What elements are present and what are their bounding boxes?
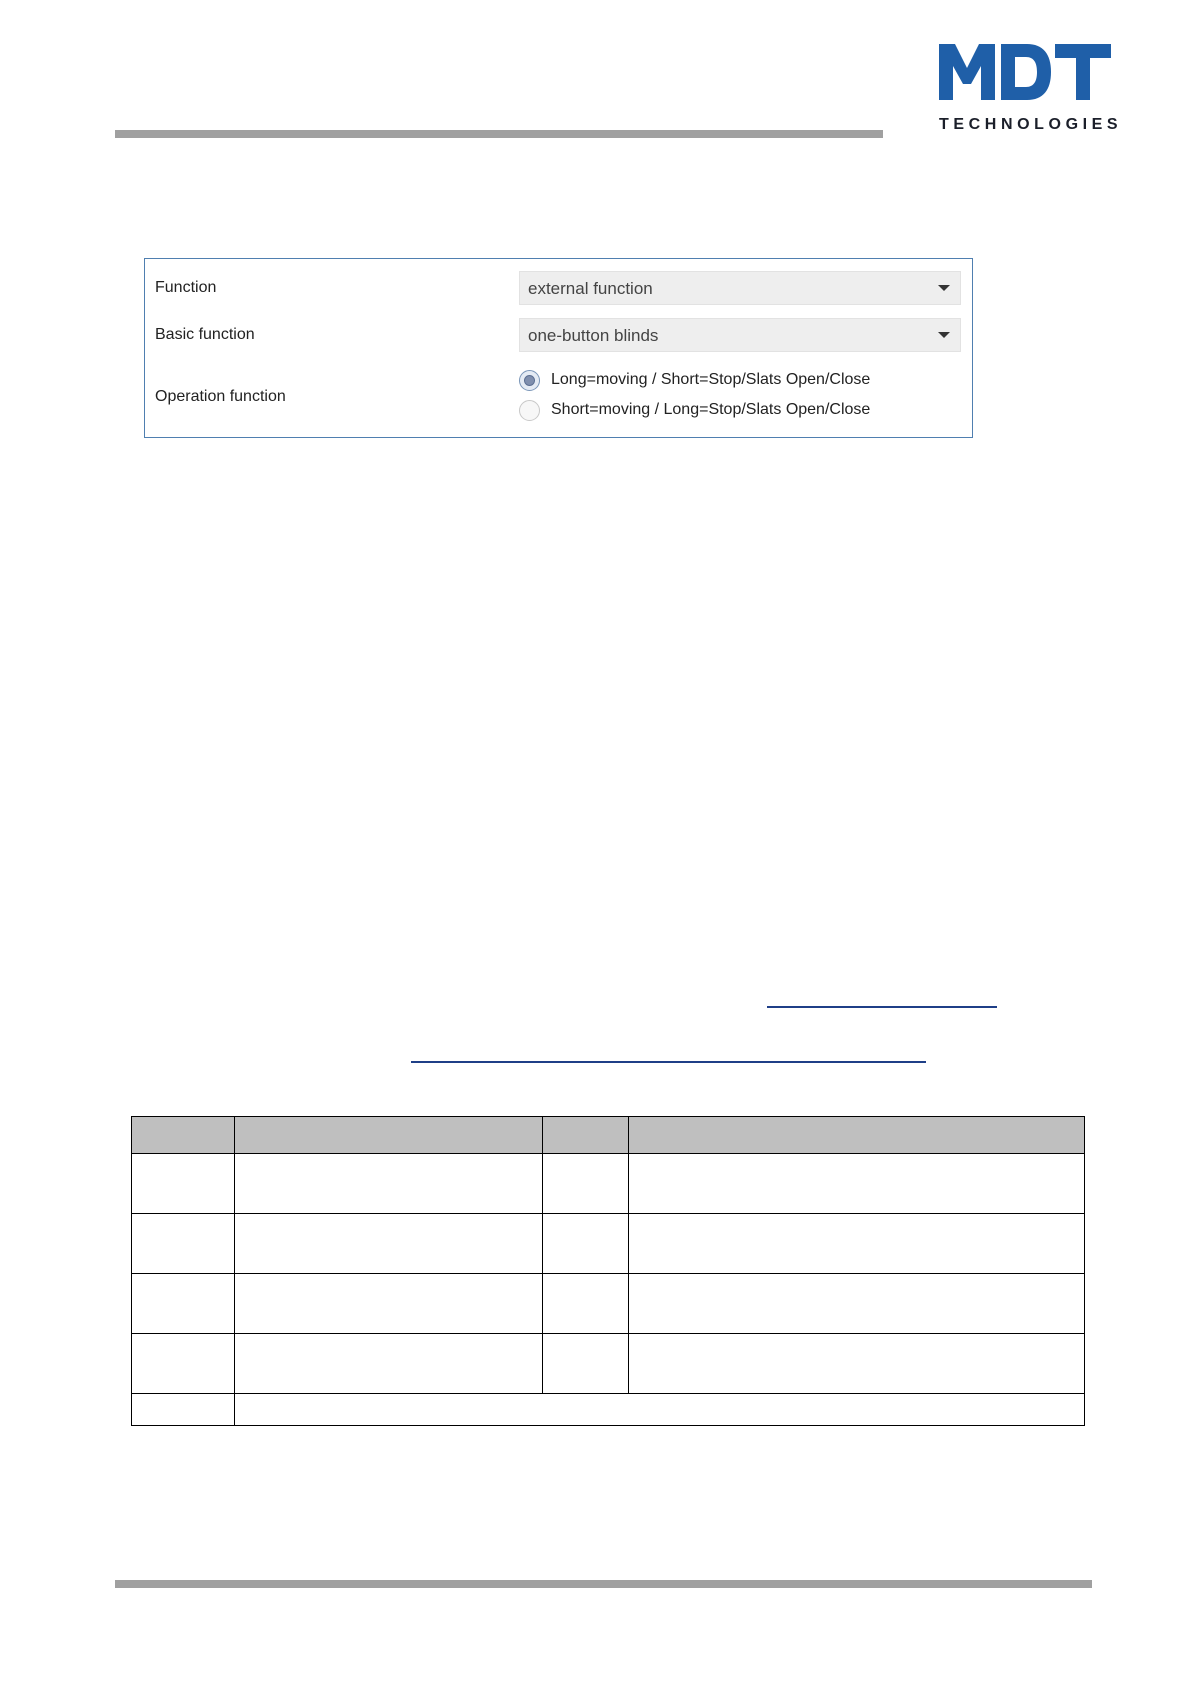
operation-option-label: Short=moving / Long=Stop/Slats Open/Close: [551, 401, 871, 418]
table-cell: [543, 1274, 629, 1334]
header-rule: [115, 130, 883, 138]
table-cell: [132, 1274, 235, 1334]
object-table: [131, 1116, 1085, 1426]
table-cell: [629, 1214, 1085, 1274]
operation-option-label: Long=moving / Short=Stop/Slats Open/Close: [551, 371, 871, 388]
chevron-down-icon: [938, 285, 950, 291]
radio-checked-icon[interactable]: [519, 370, 540, 391]
table-cell: [132, 1394, 235, 1426]
table-cell: [235, 1334, 543, 1394]
basic-function-label: Basic function: [155, 326, 255, 343]
table-cell: [543, 1334, 629, 1394]
table-row: [132, 1334, 1085, 1394]
link-underline[interactable]: [411, 1061, 926, 1063]
footer-rule: [115, 1580, 1092, 1588]
table-header-cell: [629, 1117, 1085, 1154]
logo-subtitle: TECHNOLOGIES: [939, 116, 1123, 133]
function-select-value: external function: [528, 279, 653, 298]
table-cell: [235, 1214, 543, 1274]
table-header-row: [132, 1117, 1085, 1154]
table-row: [132, 1214, 1085, 1274]
operation-function-label: Operation function: [155, 388, 286, 405]
table-footer-row: [132, 1394, 1085, 1426]
link-underline[interactable]: [767, 1006, 997, 1008]
table-cell: [629, 1334, 1085, 1394]
function-select[interactable]: [519, 271, 961, 305]
table-cell: [543, 1154, 629, 1214]
table-header-cell: [235, 1117, 543, 1154]
table-cell: [543, 1214, 629, 1274]
mdt-logo-mark: [939, 44, 1111, 100]
table-row: [132, 1154, 1085, 1214]
table-cell: [235, 1274, 543, 1334]
basic-function-select[interactable]: [519, 318, 961, 352]
table-header-cell: [132, 1117, 235, 1154]
table-cell: [629, 1154, 1085, 1214]
radio-unchecked-icon[interactable]: [519, 400, 540, 421]
table-row: [132, 1274, 1085, 1334]
table-cell: [235, 1154, 543, 1214]
parameter-panel: [144, 258, 973, 438]
table-header-cell: [543, 1117, 629, 1154]
table-cell: [235, 1394, 1085, 1426]
table-cell: [132, 1214, 235, 1274]
table-cell: [629, 1274, 1085, 1334]
function-label: Function: [155, 279, 217, 296]
table-cell: [132, 1334, 235, 1394]
basic-function-select-value: one-button blinds: [528, 326, 659, 345]
chevron-down-icon: [938, 332, 950, 338]
table-cell: [132, 1154, 235, 1214]
